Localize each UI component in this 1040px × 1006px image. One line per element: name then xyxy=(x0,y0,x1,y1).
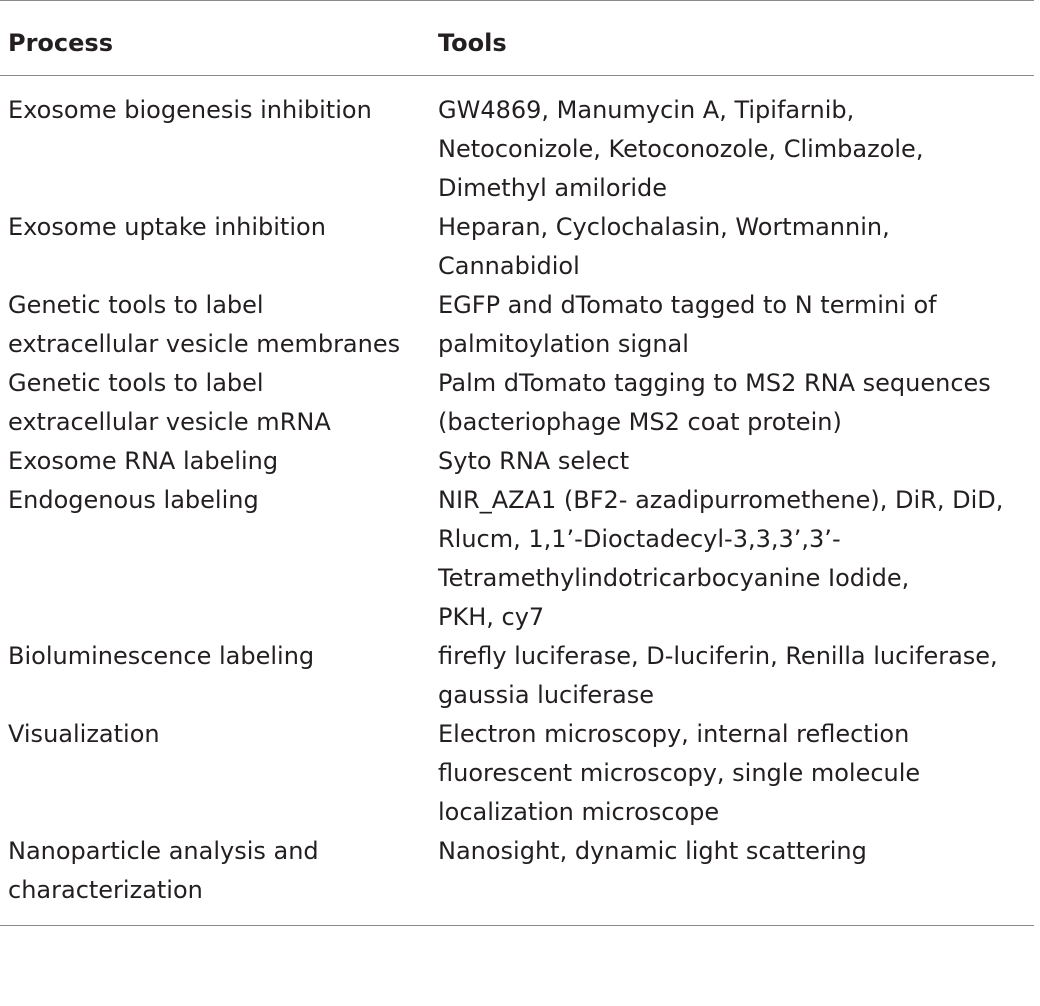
process-cell: Nanoparticle analysis and characterization xyxy=(8,837,319,904)
process-cell: Genetic tools to label extracellular vesicle membranes xyxy=(8,291,401,358)
table-row xyxy=(0,832,1034,926)
table-header xyxy=(0,1,1034,76)
tools-cell: Heparan, Cyclochalasin, Wortmannin, Cannabidiol xyxy=(438,213,890,280)
tools-cell: Nanosight, dynamic light scattering xyxy=(438,837,867,865)
tools-cell: GW4869, Manumycin A, Tipifarnib, Netoconizole, Ketoconozole, Climbazole, Dimethyl amiloride xyxy=(438,96,924,202)
process-cell: Bioluminescence labeling xyxy=(8,642,315,670)
table-row xyxy=(0,442,1034,481)
table-row xyxy=(0,715,1034,832)
tools-cell: Electron microscopy, internal reflection fluorescent microscopy, single molecule localization microscope xyxy=(438,720,921,826)
process-cell: Genetic tools to label extracellular vesicle mRNA xyxy=(8,369,331,436)
header-row xyxy=(0,1,1034,76)
header-process: Process xyxy=(8,29,113,57)
table-row xyxy=(0,364,1034,442)
process-cell: Exosome RNA labeling xyxy=(8,447,279,475)
tools-cell: Palm dTomato tagging to MS2 RNA sequences (bacteriophage MS2 coat protein) xyxy=(438,369,991,436)
header-tools: Tools xyxy=(438,29,507,57)
table-row xyxy=(0,481,1034,637)
tools-cell: EGFP and dTomato tagged to N termini of palmitoylation signal xyxy=(438,291,937,358)
table-row xyxy=(0,208,1034,286)
process-cell: Exosome biogenesis inhibition xyxy=(8,96,372,124)
process-cell: Endogenous labeling xyxy=(8,486,259,514)
table-row xyxy=(0,637,1034,715)
process-cell: Exosome uptake inhibition xyxy=(8,213,326,241)
table-row xyxy=(0,76,1034,209)
tools-cell: Syto RNA select xyxy=(438,447,630,475)
process-cell: Visualization xyxy=(8,720,160,748)
tools-cell: firefly luciferase, D-luciferin, Renilla luciferase, gaussia luciferase xyxy=(438,642,998,709)
table-body xyxy=(0,76,1034,926)
table-row xyxy=(0,286,1034,364)
tools-cell: NIR_AZA1 (BF2- azadipurromethene), DiR, DiD, Rlucm, 1,1’-Dioctadecyl-3,3,3’,3’- Tetramethylindotricarbocyanine Iodide, PKH, cy7 xyxy=(438,486,1004,631)
